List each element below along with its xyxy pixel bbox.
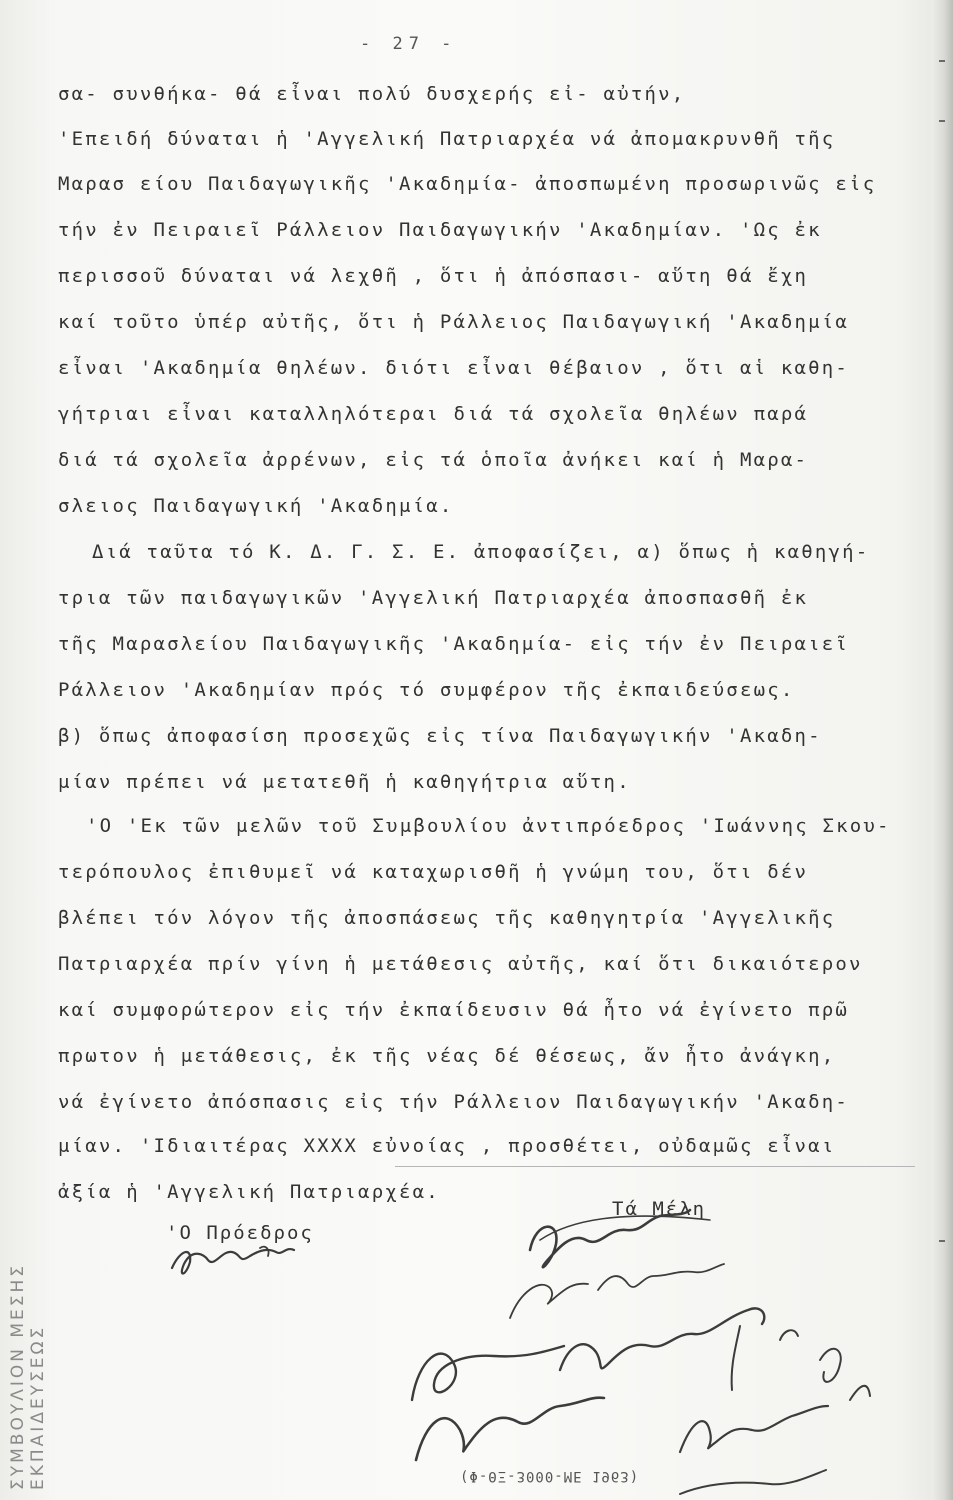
president-label: 'Ο Πρόεδρος [166,1222,314,1244]
body-line: καί συμφορώτερον εἰς τήν ἐκπαίδευσιν θά ἦτο νά ἐγίνετο πρῶ [58,999,850,1021]
body-line: μίαν. 'Ιδιαιτέρας ΧΧΧΧ εὐνοίας , προσθέτει, οὐδαμῶς εἶναι [58,1135,836,1157]
member-signature [416,1398,604,1460]
member-signature [680,1406,828,1452]
body-line: βλέπει τόν λόγον τῆς ἀποσπάσεως τῆς καθηγητρία 'Αγγελικῆς [58,907,836,929]
body-line: τερόπουλος ἐπιθυμεῖ νά καταχωρισθῆ ἡ γνώμη του, ὅτι δέν [58,861,809,883]
margin-stamp: ΣΥΜΒΟΥΛΙΟΝ ΜΕΣΗΣ ΕΚΠΑΙΔΕΥΣΕΩΣ [8,1262,48,1490]
member-signature [680,1470,826,1494]
body-line: Ράλλειον 'Ακαδημίαν πρός τό συμφέρον τῆς ἐκπαιδεύσεως. [58,679,795,701]
body-line: τρια τῶν παιδαγωγικῶν 'Αγγελική Πατριαρχέα ἀποσπασθῆ ἐκ [58,587,809,609]
body-line: εἶναι 'Ακαδημία θηλέων. διότι εἶναι θέβαιον , ὅτι αἱ καθη- [58,357,850,379]
body-line: διά τά σχολεῖα ἀρρένων, εἰς τά ὁποῖα ἀνήκει καί ἡ Μαρα- [58,449,809,471]
member-signature [412,1346,564,1400]
body-line: τήν ἐν Πειραιεῖ Ράλλειον Παιδαγωγικήν 'Ακαδημίαν. 'Ως ἐκ [58,219,822,241]
president-signature [172,1249,294,1274]
body-line: περισσοῦ δύναται νά λεχθῆ , ὅτι ἡ ἀπόσπασι- αὕτη θά ἔχη [58,265,809,287]
body-line: γήτριαι εἶναι καταλληλότεραι διά τά σχολεῖα θηλέων παρά [58,403,809,425]
body-line: μίαν πρέπει νά μετατεθῆ ἡ καθηγήτρια αὕτη. [58,771,631,793]
body-line: 'Ο 'Εκ τῶν μελῶν τοῦ Συμβουλίου ἀντιπρόεδρος 'Ιωάννης Σκου- [86,815,891,837]
body-line: Μαρασ είου Παιδαγωγικῆς 'Ακαδημία- ἀποσπωμένη προσωρινῶς εἰς [58,173,877,195]
members-label: Τά Μέλη [612,1198,707,1220]
body-line: Διά ταῦτα τό Κ. Δ. Γ. Σ. Ε. ἀποφασίζει, α) ὅπως ἡ καθηγή- [92,541,870,563]
body-line: σλειος Παιδαγωγική 'Ακαδημία. [58,495,454,517]
body-line: πρωτον ἡ μετάθεσις, ἐκ τῆς νέας δέ θέσεως, ἄν ἦτο ἀνάγκη, [58,1045,836,1067]
page-number: - 27 - [360,34,458,54]
body-line: τῆς Μαρασλείου Παιδαγωγικῆς 'Ακαδημία- εἰς τήν ἐν Πειραιεῖ [58,633,850,655]
member-signature [598,1264,724,1290]
body-line: ἀξία ἡ 'Αγγελική Πατριαρχέα. [58,1181,440,1203]
body-line: καί τοῦτο ὑπέρ αὐτῆς, ὅτι ἡ Ράλλειος Παιδαγωγική 'Ακαδημία [58,311,850,333]
member-signature [510,1284,588,1318]
body-line: Πατριαρχέα πρίν γίνη ἡ μετάθεσις αὐτῆς, καί ὅτι δικαιότερον [58,953,863,975]
footer-print: (Φ-ΘΞ-3000-ΜΕ 1963) [460,1468,640,1484]
body-line: σα- συνθήκα- θά εἶναι πολύ δυσχερής εἰ- αὐτήν, [58,83,686,105]
body-line: 'Επειδή δύναται ἡ 'Αγγελική Πατριαρχέα νά ἀπομακρυνθῆ τῆς [58,128,836,150]
body-line: νά ἐγίνετο ἀπόσπασις εἰς τήν Ράλλειον Παιδαγωγικήν 'Ακαδη- [58,1091,850,1113]
body-line: β) ὅπως ἀποφασίση προσεχῶς εἰς τίνα Παιδαγωγικήν 'Ακαδη- [58,725,822,747]
